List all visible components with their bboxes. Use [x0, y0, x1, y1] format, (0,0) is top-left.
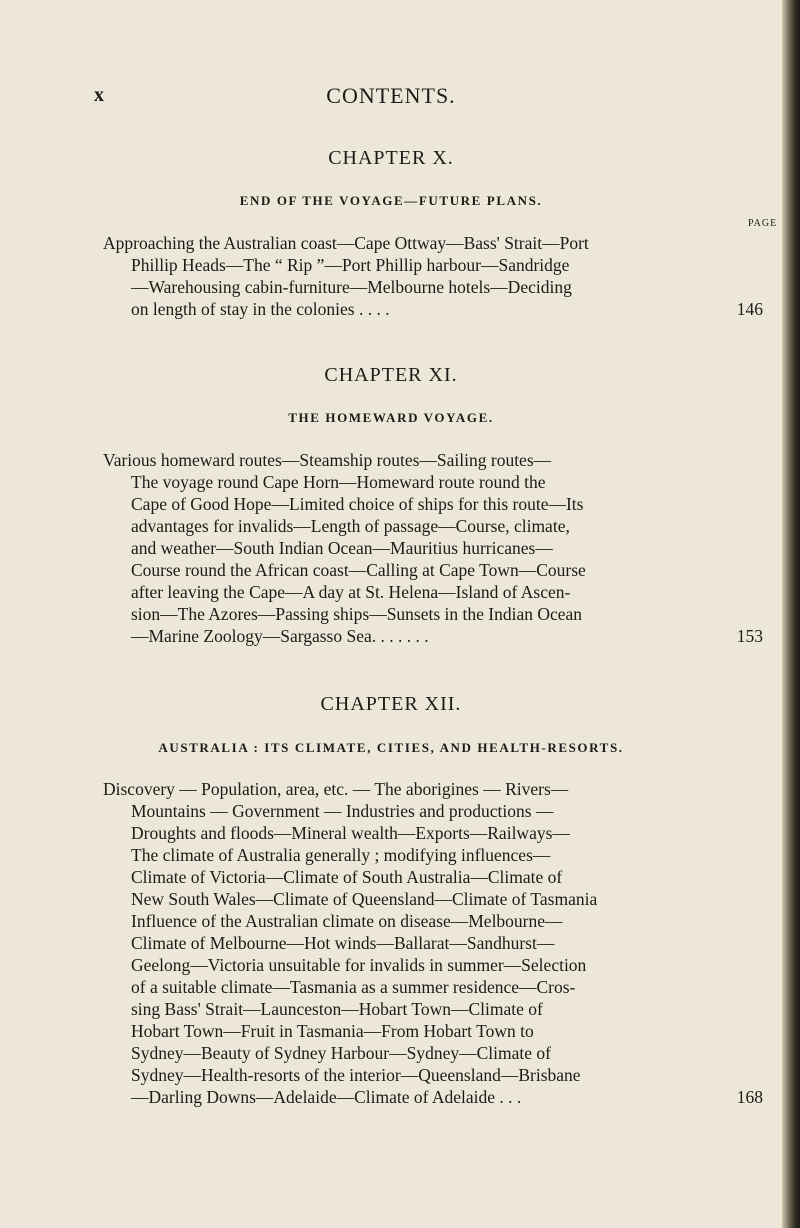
summary-line: Climate of Melbourne—Hot winds—Ballarat—Sandhurst—: [131, 933, 555, 953]
summary-line: Hobart Town—Fruit in Tasmania—From Hobart Town to: [131, 1021, 534, 1041]
chapter-summary: [103, 449, 763, 647]
page-numeral: x: [94, 84, 104, 106]
summary-line: Climate of Victoria—Climate of South Australia—Climate of: [131, 867, 563, 887]
chapter-subtitle: THE HOMEWARD VOYAGE.: [288, 410, 494, 425]
chapter-summary: [103, 232, 763, 320]
summary-line: Approaching the Australian coast—Cape Ottway—Bass' Strait—Port: [103, 233, 589, 253]
summary-line: on length of stay in the colonies . . . .: [131, 299, 390, 319]
summary-line-last: [103, 1086, 763, 1108]
chapter-title: CHAPTER X.: [328, 147, 454, 169]
page-number: 168: [736, 1087, 763, 1107]
summary-line: Sydney—Beauty of Sydney Harbour—Sydney—Climate of: [131, 1043, 551, 1063]
summary-line: Influence of the Australian climate on disease—Melbourne—: [131, 911, 563, 931]
summary-line: Course round the African coast—Calling at Cape Town—Course: [131, 560, 586, 580]
chapter-subtitle: AUSTRALIA : ITS CLIMATE, CITIES, AND HEALTH-RESORTS.: [158, 740, 624, 755]
summary-line: The voyage round Cape Horn—Homeward route round the: [131, 472, 546, 492]
summary-line: Mountains — Government — Industries and productions —: [131, 801, 554, 821]
summary-line: Geelong—Victoria unsuitable for invalids in summer—Selection: [131, 955, 587, 975]
summary-line: Phillip Heads—The “ Rip ”—Port Phillip harbour—Sandridge: [131, 255, 570, 275]
summary-line: —Darling Downs—Adelaide—Climate of Adelaide . . .: [131, 1087, 522, 1107]
summary-line-last: [103, 625, 763, 647]
summary-line: Droughts and floods—Mineral wealth—Exports—Railways—: [131, 823, 570, 843]
page-edge-shadow: [782, 0, 800, 1228]
summary-line: sion—The Azores—Passing ships—Sunsets in the Indian Ocean: [131, 604, 583, 624]
summary-line: —Warehousing cabin-furniture—Melbourne hotels—Deciding: [131, 277, 572, 297]
summary-line: sing Bass' Strait—Launceston—Hobart Town—Climate of: [131, 999, 543, 1019]
page-column-label: PAGE: [748, 218, 778, 229]
page-number: 146: [736, 299, 763, 319]
summary-line: Sydney—Health-resorts of the interior—Queensland—Brisbane: [131, 1065, 581, 1085]
summary-line: —Marine Zoology—Sargasso Sea. . . . . . .: [131, 626, 429, 646]
summary-line: Various homeward routes—Steamship routes—Sailing routes—: [103, 450, 552, 470]
summary-line-last: [103, 298, 763, 320]
summary-line: after leaving the Cape—A day at St. Helena—Island of Ascen-: [131, 582, 571, 602]
running-title: CONTENTS.: [326, 83, 456, 108]
page-number: 153: [736, 626, 763, 646]
summary-line: and weather—South Indian Ocean—Mauritius hurricanes—: [131, 538, 553, 558]
summary-line: New South Wales—Climate of Queensland—Climate of Tasmania: [131, 889, 598, 909]
chapter-summary: [103, 778, 763, 1108]
summary-line: advantages for invalids—Length of passage—Course, climate,: [131, 516, 570, 536]
summary-line: The climate of Australia generally ; modifying influences—: [131, 845, 551, 865]
chapter-subtitle: END OF THE VOYAGE—FUTURE PLANS.: [239, 193, 543, 208]
summary-line: Discovery — Population, area, etc. — The aborigines — Rivers—: [103, 779, 569, 799]
summary-line: of a suitable climate—Tasmania as a summer residence—Cros-: [131, 977, 576, 997]
chapter-title: CHAPTER XI.: [324, 364, 458, 386]
chapter-title: CHAPTER XII.: [320, 693, 462, 715]
summary-line: Cape of Good Hope—Limited choice of ships for this route—Its: [131, 494, 584, 514]
